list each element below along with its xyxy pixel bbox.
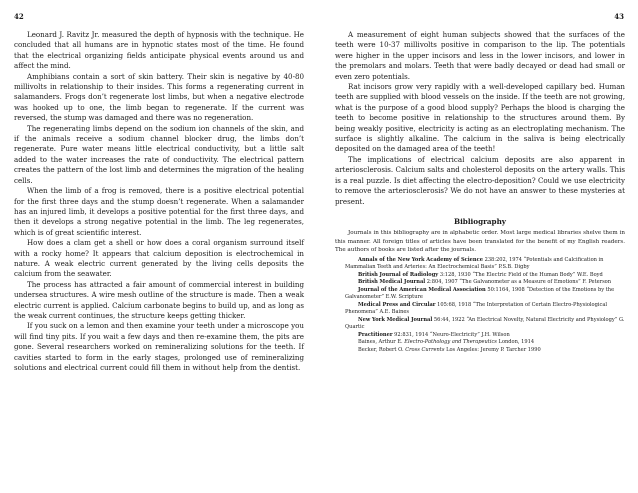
bibliography-entry [335, 257, 625, 272]
citation-details: 3:128, 1930 “The Electric Field of the Human Body” W.E. Boyd [438, 271, 603, 278]
citation-details: 50:1164, 1908 “Detection of the Emotions by the Galvanometer” E.W. Scripture [345, 286, 615, 301]
paragraph: How does a clam get a shell or how does a coral organism surround itself with a rocky home? It appears that calcium deposition is electrochemical in nature. A weak electric current generated by the living cells deposits the calcium from the seawater. [14, 238, 304, 279]
journal-name: British Medical Journal [358, 279, 426, 286]
page-number: 42 [14, 12, 24, 21]
citation-details: 238:202, 1974 “Potentials and Calcification in Mammalian Teeth and Arteries: An Electrochemical Basis” P.S.B. Digby [345, 256, 604, 271]
page-number: 43 [614, 12, 624, 21]
bibliography-heading: Bibliography [454, 216, 506, 226]
paragraph: Amphibians contain a sort of skin battery. Their skin is negative by 40-80 millivolts in relationship to their insides. This forms a regenerating current in salamanders. Frogs don’t regenerate lost limbs, but when a negative electrode was hooked up to one, the limb began to regenerate. If the current was reversed, the stump was damaged and there was no regeneration. [14, 71, 304, 123]
paragraph: A measurement of eight human subjects showed that the surfaces of the teeth were 10-37 millivolts positive in comparison to the lip. The potentials were higher in the upper incisors and less in the lower incisors, and lower in the premolars and molars. Teeth that were badly decayed or dead had small or even zero potentials. [335, 30, 625, 81]
journal-name: Journal of the American Medical Association [358, 286, 486, 293]
paragraph: Rat incisors grow very rapidly with a well-developed capillary bed. Human teeth are supplied with blood vessels on the inside. If the teeth are not growing, what is the purpose of a good blood supply? Perhaps the blood is charging the teeth to become positive in relationship to the structures around them. By being weakly positive, electricity is acting as an electroplating mechanism. The surface is slightly alkaline. The calcium in the saliva is being electrically deposited on the damaged area of the teeth! [335, 82, 625, 154]
book-author: Becker, Robert O. [358, 346, 406, 353]
citation-details: 105:68, 1918 “The Interpretation of Certain Electro-Physiological Phenomena” A.E. Baines [345, 301, 608, 316]
bibliography-entry [335, 317, 625, 332]
bibliography-entry [335, 347, 625, 355]
book-publication: London, 1914 [496, 339, 535, 346]
journal-name: Practitioner [358, 331, 393, 338]
book-title: Cross Currents [405, 346, 445, 353]
paragraph: The process has attracted a fair amount of commercial interest in building undersea structures. A wire mesh outline of the structure is made. Then a weak electric current is applied. Calcium carbonate begins to build up, and as long as the weak current continues, the structure keeps getting thicker. [14, 279, 304, 320]
bibliography-intro: Journals in this bibliography are in alphabetic order. Most large medical libraries shelve them in this manner. All foreign titles of articles have been translated for the benefit of my English readers. The authors of books are listed after the journals. [335, 230, 625, 254]
book-author: Baines, Arthur E. [358, 339, 405, 346]
bibliography-list [335, 257, 625, 355]
book-publication: Los Angeles: Jeremy P. Tarcher 1990 [444, 346, 541, 353]
right-page [319, 0, 638, 493]
journal-name: Medical Press and Circular [358, 301, 436, 308]
journal-name: British Journal of Radiology [358, 271, 439, 278]
bibliography-entry [335, 279, 625, 287]
bibliography-entry [335, 339, 625, 347]
citation-details: 2:804, 1907 “The Galvanometer as a Measure of Emotions” F. Peterson [425, 279, 612, 286]
paragraph: If you suck on a lemon and then examine your teeth under a microscope you will find tiny pits. If you wait a few days and then re-examine them, the pits are gone. Several researchers worked on remineralizing solutions for the teeth. If cavities started to form in the early stages, prolonged use of remineralizing solutions and electrical current could fill them in without help from the dentist. [14, 321, 304, 372]
bibliography-entry [335, 287, 625, 302]
paragraph: Leonard J. Ravitz Jr. measured the depth of hypnosis with the technique. He concluded that all humans are in hypnotic states most of the time. He found that the electrical organizing fields anticipate physical events around us and affect the mind. [14, 30, 304, 71]
citation-details: 92:831, 1914 “Neuro-Electricity” J.H. Wilson [392, 331, 510, 338]
bibliography-entry [335, 332, 625, 340]
journal-name: Annals of the New York Academy of Science [358, 256, 483, 263]
body-text [335, 30, 625, 354]
citation-details: 56:44, 1922 “An Electrical Novelty, Natural Electricity and Physiology” G. Quartic [345, 316, 625, 331]
journal-name: New York Medical Journal [358, 316, 433, 323]
paragraph: The regenerating limbs depend on the sodium ion channels of the skin, and if the animals receive a sodium channel blocker drug, the limbs don’t regenerate. Pure water means little electrical conductivity, but a little salt added to the water increases the rate of conductivity. The electrical pattern creates the pattern of the lost limb and determines the migration of the healing cells. [14, 123, 304, 185]
book-title: Electro-Pathology and Therapeutics [404, 339, 497, 346]
bibliography-entry [335, 302, 625, 317]
paragraph: The implications of electrical calcium deposits are also apparent in arteriosclerosis. Calcium salts and cholesterol deposits on the artery walls. This is a real puzzle. Is diet affecting the electro-deposition? Could we use electricity to remove the arteriosclerosis? We do not have an answer to these mysteries at present. [335, 154, 625, 206]
body-text [14, 30, 304, 373]
bibliography-entry [335, 272, 625, 280]
paragraph: When the limb of a frog is removed, there is a positive electrical potential for the first three days and the stump doesn’t regenerate. When a salamander has an injured limb, it develops a positive potential for the first three days, and then it develops a strong negative potential in the limb. The leg regenerates, which is of great scientific interest. [14, 186, 304, 237]
